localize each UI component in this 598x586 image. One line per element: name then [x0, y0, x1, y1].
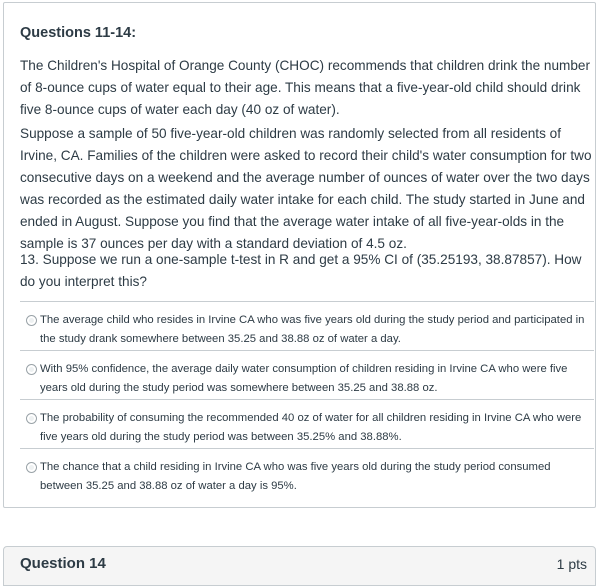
next-question-title: Question 14: [20, 555, 106, 572]
radio-button[interactable]: [26, 315, 37, 326]
radio-button[interactable]: [26, 462, 37, 473]
answer-option[interactable]: [20, 399, 594, 448]
answer-option[interactable]: [20, 301, 594, 350]
answer-list: [20, 301, 594, 497]
scenario-paragraph: Suppose a sample of 50 five-year-old children was randomly selected from all residents of Irvine, CA. Families of the children were asked to record their child's water consumption for two consecutive days on a weekend and the average number of ounces of water over the two days was recorded as the estimated daily water intake for each child. The study started in June and ended in August. Suppose you find that the average water intake of all five-year-olds in the sample is 37 ounces per day with a standard deviation of 4.5 oz.: [20, 126, 592, 251]
next-question-header: [3, 546, 596, 586]
answer-label: The probability of consuming the recommended 40 oz of water for all children residing in Irvine CA who were five years old during the study period was between 35.25% and 38.88%.: [40, 412, 582, 443]
answer-option[interactable]: [20, 350, 594, 399]
answer-label: With 95% confidence, the average daily water consumption of children residing in Irvine CA who were five years old during the study period was somewhere between 35.25 and 38.88 oz.: [40, 363, 568, 394]
intro-paragraph: The Children's Hospital of Orange County (CHOC) recommends that children drink the number of 8-ounce cups of water equal to their age. This means that a five-year-old child should drink five 8-ounce cups of water each day (40 oz of water).: [20, 58, 591, 117]
points-label: 1 pts: [556, 556, 587, 572]
radio-button[interactable]: [26, 364, 37, 375]
answer-option[interactable]: [20, 448, 594, 497]
question-group-title: Questions 11-14:: [20, 25, 137, 41]
question-text: 13. Suppose we run a one-sample t-test in R and get a 95% CI of (35.25193, 38.87857). How do you interpret this?: [20, 252, 582, 289]
answer-label: The average child who resides in Irvine CA who was five years old during the study period and participated in the study drank somewhere between 35.25 and 38.88 oz of water a day.: [40, 314, 585, 345]
question-card: [3, 2, 596, 508]
radio-button[interactable]: [26, 413, 37, 424]
answer-label: The chance that a child residing in Irvine CA who was five years old during the study period consumed between 35.25 and 38.88 oz of water a day is 95%.: [40, 461, 551, 492]
